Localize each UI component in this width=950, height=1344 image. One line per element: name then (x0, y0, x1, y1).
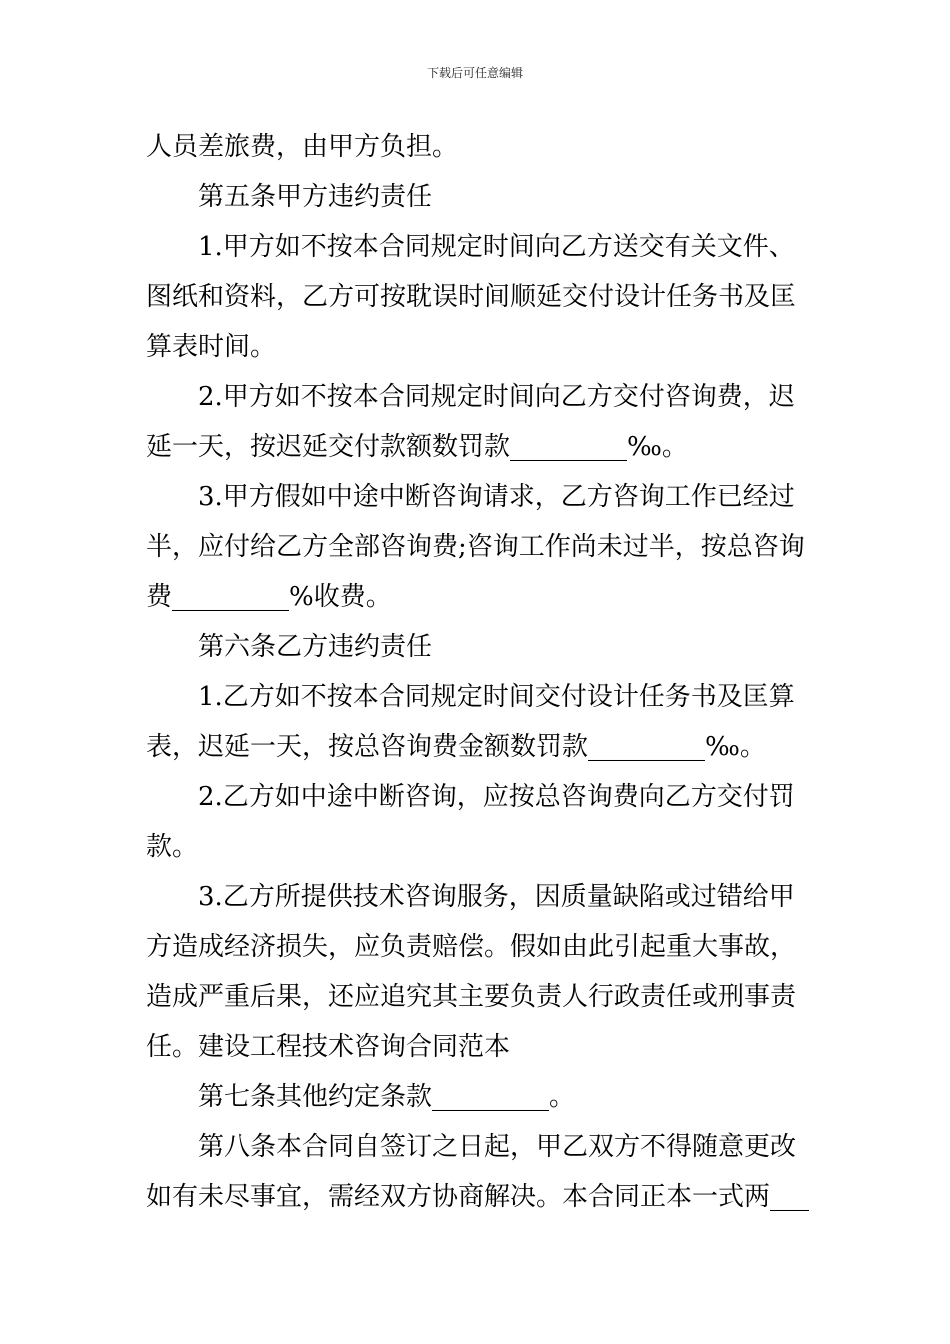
text-line: 如有未尽事宜，需经双方协商解决。本合同正本一式两___ (146, 1182, 810, 1212)
section-heading: 第八条本合同自签订之日起，甲乙双方不得随意更改 (198, 1132, 797, 1162)
text-line: 半，应付给乙方全部咨询费;咨询工作尚未过半，按总咨询 (146, 532, 805, 562)
text-line: 1.甲方如不按本合同规定时间向乙方送交有关文件、 (198, 232, 795, 262)
text-line: 表，迟延一天，按总咨询费金额数罚款_________‰。 (146, 732, 766, 762)
page-header-note: 下载后可任意编辑 (426, 66, 523, 80)
text-line: 任。建设工程技术咨询合同范本 (146, 1032, 511, 1062)
text-line: 款。 (146, 832, 199, 862)
text-line: 3.乙方所提供技术咨询服务，因质量缺陷或过错给甲 (198, 882, 795, 912)
text-line: 3.甲方假如中途中断咨询请求，乙方咨询工作已经过 (198, 482, 795, 512)
section-heading: 第七条其他约定条款_________。 (198, 1082, 576, 1112)
text-line: 费_________%收费。 (146, 582, 392, 612)
section-heading: 第六条乙方违约责任 (198, 632, 433, 662)
text-line: 1.乙方如不按本合同规定时间交付设计任务书及匡算 (198, 682, 795, 712)
text-line: 方造成经济损失，应负责赔偿。假如由此引起重大事故， (146, 932, 797, 962)
text-line: 延一天，按迟延交付款额数罚款_________‰。 (146, 432, 688, 462)
section-heading: 第五条甲方违约责任 (198, 182, 433, 212)
document-body (146, 128, 810, 1228)
text-line: 人员差旅费，由甲方负担。 (146, 132, 459, 162)
text-line: 2.乙方如中途中断咨询，应按总咨询费向乙方交付罚 (198, 782, 795, 812)
text-line: 造成严重后果，还应追究其主要负责人行政责任或刑事责 (146, 982, 797, 1012)
text-line: 算表时间。 (146, 332, 277, 362)
text-line: 图纸和资料，乙方可按耽误时间顺延交付设计任务书及匡 (146, 282, 797, 312)
text-line: 2.甲方如不按本合同规定时间向乙方交付咨询费，迟 (198, 382, 795, 412)
